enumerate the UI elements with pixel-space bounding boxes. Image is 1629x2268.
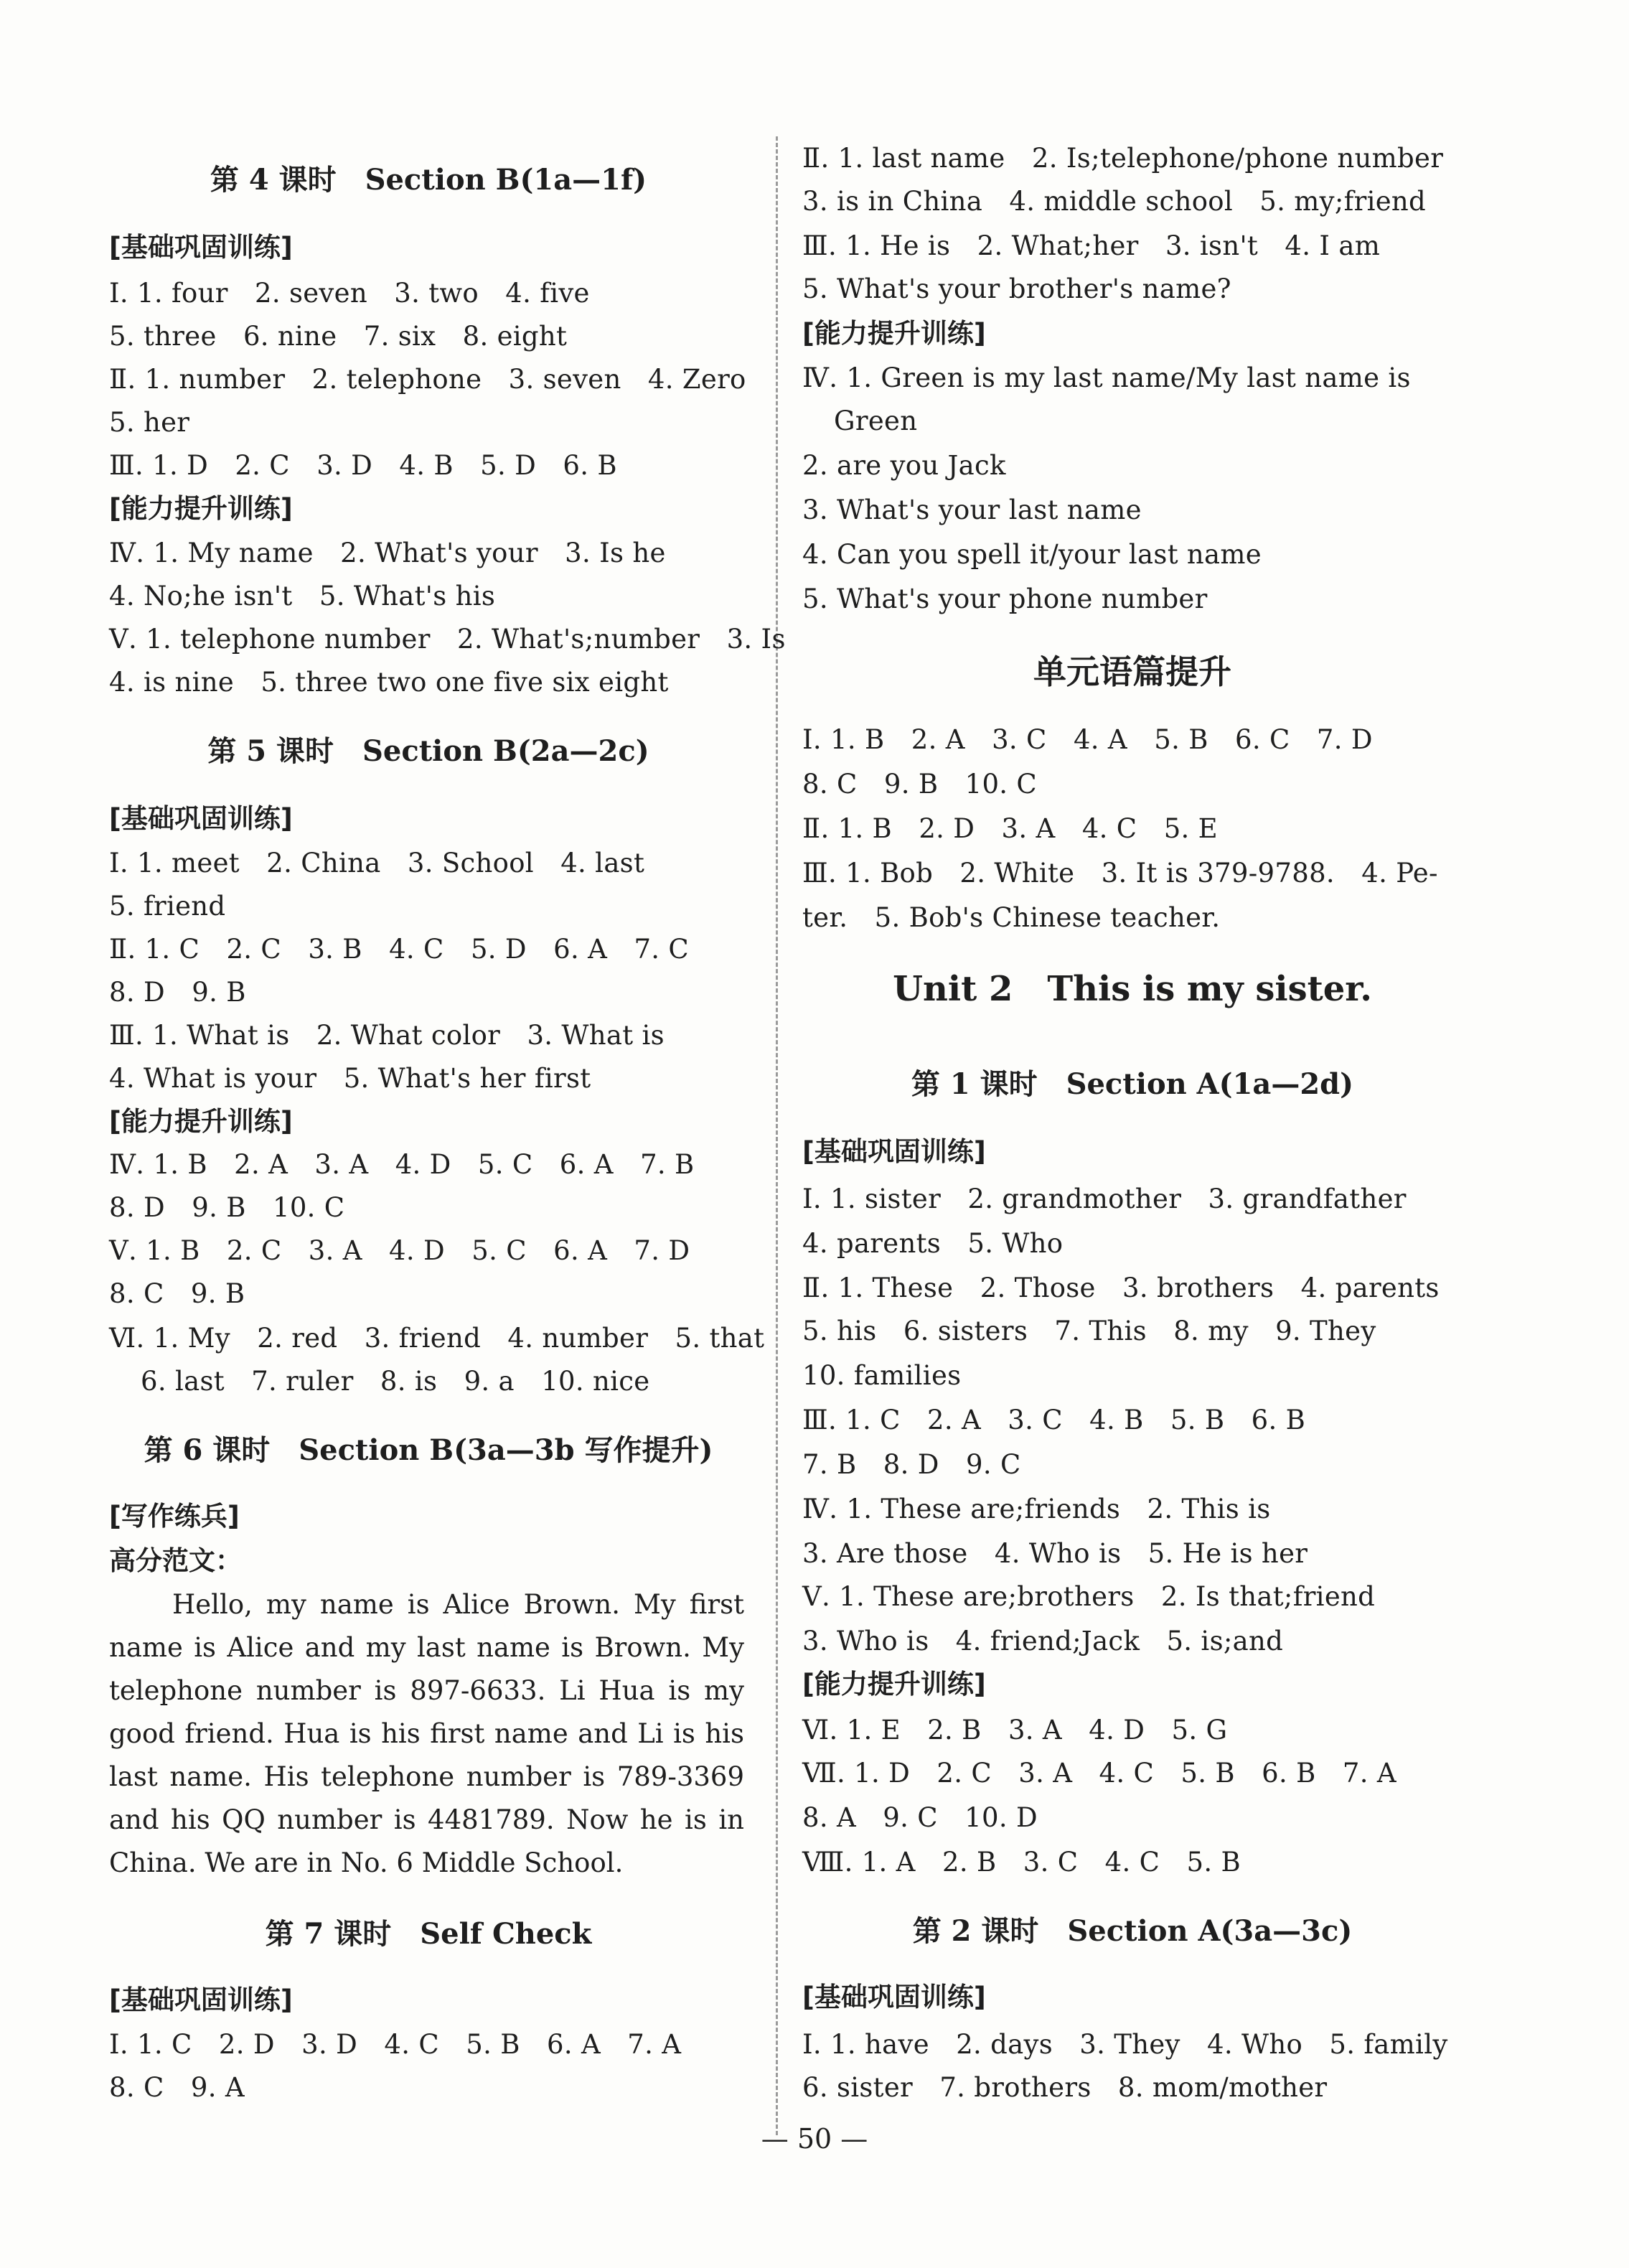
answer-line: 5. his 6. sisters 7. This 8. my 9. They: [802, 1316, 1376, 1346]
answer-line: 10. families: [802, 1360, 962, 1391]
answer-line: 5. What's your phone number: [802, 584, 1208, 614]
answer-line: Ⅱ. 1. These 2. Those 3. brothers 4. parents: [802, 1273, 1440, 1303]
lesson5-basic-tag: [基础巩固训练]: [109, 803, 293, 834]
answer-line: Ⅷ. 1. A 2. B 3. C 4. C 5. B: [802, 1847, 1241, 1878]
lesson6-writing-tag: [写作练兵]: [109, 1501, 240, 1532]
answer-line: Ⅵ. 1. E 2. B 3. A 4. D 5. G: [802, 1715, 1228, 1745]
answer-line: 8. A 9. C 10. D: [802, 1802, 1038, 1833]
lesson4-basic-tag: [基础巩固训练]: [109, 232, 293, 263]
answer-line: Ⅰ. 1. C 2. D 3. D 4. C 5. B 6. A 7. A: [109, 2029, 682, 2060]
answer-line: Ⅳ. 1. Green is my last name/My last name is: [802, 362, 1411, 393]
answer-line: Ⅰ. 1. meet 2. China 3. School 4. last: [109, 848, 645, 878]
lesson4-advanced-tag: [能力提升训练]: [109, 493, 293, 524]
answer-line: 3. What's your last name: [802, 495, 1142, 525]
answer-line: Ⅲ. 1. What is 2. What color 3. What is: [109, 1020, 665, 1051]
answer-line: Ⅲ. 1. C 2. A 3. C 4. B 5. B 6. B: [802, 1405, 1306, 1435]
lesson7-basic-tag: [基础巩固训练]: [109, 1985, 293, 2015]
answer-line: 7. B 8. D 9. C: [802, 1449, 1021, 1480]
answer-line: 4. parents 5. Who: [802, 1228, 1064, 1259]
answer-line: Ⅳ. 1. These are;friends 2. This is: [802, 1494, 1271, 1524]
lesson7-title: 第 7 课时 Self Check: [265, 1917, 592, 1951]
answer-line: Ⅱ. 1. number 2. telephone 3. seven 4. Zero: [109, 364, 746, 395]
answer-line: 5. friend: [109, 891, 226, 922]
answer-line: 3. is in China 4. middle school 5. my;friend: [802, 186, 1427, 217]
answer-line: Ⅰ. 1. have 2. days 3. They 4. Who 5. family: [802, 2029, 1448, 2060]
model-essay: Hello, my name is Alice Brown. My first name is Alice and my last name is Brown. My telephone number is 897-6633. Li Hua is my good friend. Hua is his first name and Li is his last name. His telephone number is 789-3369 and his QQ number is 4481789. Now he is in China. We are in No. 6 Middle School.: [109, 1589, 744, 1878]
unit2-lesson2-title: 第 2 课时 Section A(3a—3c): [912, 1914, 1353, 1948]
answer-line: 4. Can you spell it/your last name: [802, 539, 1262, 570]
answer-line: 8. C 9. B 10. C: [802, 769, 1038, 800]
answer-line: 6. last 7. ruler 8. is 9. a 10. nice: [141, 1366, 650, 1397]
answer-line: Ⅴ. 1. telephone number 2. What's;number 3. Is: [109, 624, 786, 655]
unit2-lesson1-title: 第 1 课时 Section A(1a—2d): [911, 1067, 1354, 1101]
answer-line: Ⅰ. 1. four 2. seven 3. two 4. five: [109, 278, 590, 309]
answer-line: ter. 5. Bob's Chinese teacher.: [802, 902, 1221, 933]
page-number: — 50 —: [761, 2123, 868, 2155]
lesson6-model-essay-label: 高分范文：: [109, 1545, 242, 1576]
answer-line: 2. are you Jack: [802, 450, 1006, 481]
answer-line: Ⅴ. 1. B 2. C 3. A 4. D 5. C 6. A 7. D: [109, 1235, 690, 1266]
lesson4-title: 第 4 课时 Section B(1a—1f): [210, 163, 647, 197]
answer-line: 4. is nine 5. three two one five six eight: [109, 667, 669, 698]
answer-line: 8. C 9. B: [109, 1278, 245, 1309]
answer-line: Ⅱ. 1. B 2. D 3. A 4. C 5. E: [802, 813, 1218, 844]
answer-line: 5. What's your brother's name?: [802, 273, 1231, 304]
unit2-lesson2-basic-tag: [基础巩固训练]: [802, 1982, 986, 2012]
answer-line: Ⅰ. 1. sister 2. grandmother 3. grandfather: [802, 1184, 1407, 1214]
answer-line: Ⅳ. 1. B 2. A 3. A 4. D 5. C 6. A 7. B: [109, 1149, 695, 1180]
answer-line: Green: [834, 406, 918, 436]
answer-line: 4. What is your 5. What's her first: [109, 1063, 591, 1094]
answer-line: Ⅲ. 1. D 2. C 3. D 4. B 5. D 6. B: [109, 450, 617, 481]
answer-line: Ⅲ. 1. Bob 2. White 3. It is 379-9788. 4. Pe-: [802, 858, 1438, 889]
column-divider: [776, 136, 778, 2135]
answer-line: 8. D 9. B 10. C: [109, 1192, 345, 1223]
unit1-advanced-tag: [能力提升训练]: [802, 318, 986, 349]
answer-line: Ⅰ. 1. B 2. A 3. C 4. A 5. B 6. C 7. D: [802, 724, 1373, 755]
answer-line: 5. her: [109, 407, 190, 438]
unit2-title: Unit 2 This is my sister.: [893, 969, 1372, 1009]
answer-line: Ⅴ. 1. These are;brothers 2. Is that;friend: [802, 1581, 1376, 1612]
answer-line: 4. No;he isn't 5. What's his: [109, 581, 496, 611]
lesson5-advanced-tag: [能力提升训练]: [109, 1106, 293, 1137]
answer-line: 8. C 9. A: [109, 2072, 245, 2103]
lesson5-title: 第 5 课时 Section B(2a—2c): [207, 734, 649, 768]
answer-line: Ⅵ. 1. My 2. red 3. friend 4. number 5. that: [109, 1323, 765, 1354]
answer-line: 8. D 9. B: [109, 977, 246, 1008]
unit2-lesson1-basic-tag: [基础巩固训练]: [802, 1136, 986, 1167]
lesson6-title: 第 6 课时 Section B(3a—3b 写作提升): [144, 1433, 713, 1467]
answer-line: Ⅶ. 1. D 2. C 3. A 4. C 5. B 6. B 7. A: [802, 1758, 1396, 1789]
unit-review-title: 单元语篇提升: [1033, 652, 1231, 691]
answer-line: 5. three 6. nine 7. six 8. eight: [109, 321, 568, 352]
answer-line: 6. sister 7. brothers 8. mom/mother: [802, 2072, 1328, 2103]
unit2-lesson1-advanced-tag: [能力提升训练]: [802, 1669, 986, 1700]
answer-line: Ⅱ. 1. C 2. C 3. B 4. C 5. D 6. A 7. C: [109, 934, 690, 965]
answer-line: Ⅲ. 1. He is 2. What;her 3. isn't 4. I am: [802, 230, 1381, 261]
answer-line: 3. Are those 4. Who is 5. He is her: [802, 1538, 1308, 1569]
answer-line: 3. Who is 4. friend;Jack 5. is;and: [802, 1626, 1284, 1657]
answer-line: Ⅳ. 1. My name 2. What's your 3. Is he: [109, 538, 666, 568]
answer-line: Ⅱ. 1. last name 2. Is;telephone/phone number: [802, 143, 1444, 174]
